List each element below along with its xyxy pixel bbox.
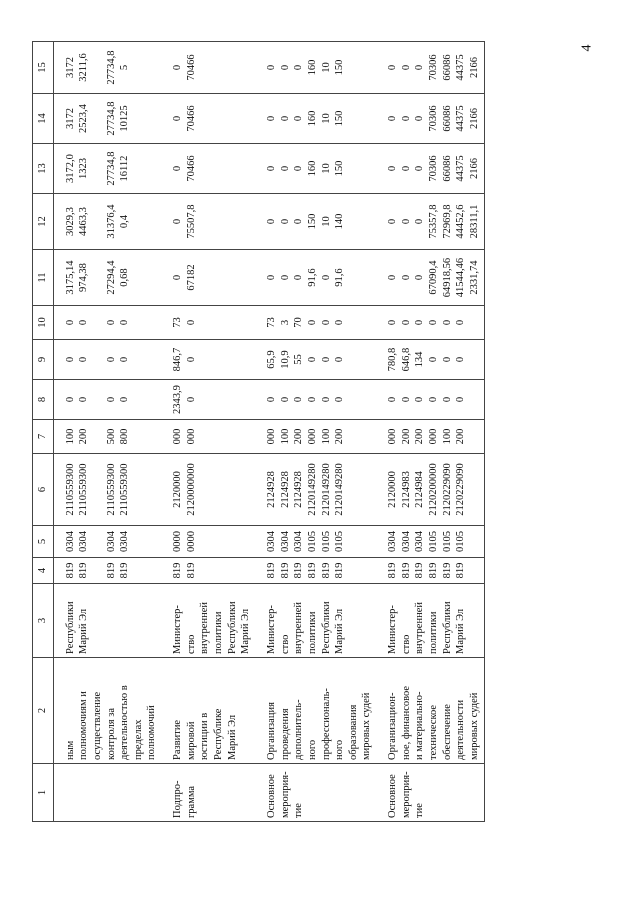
col-header-11: 11	[33, 250, 54, 306]
cell-val-13: 3172,0 1323 27734,8 16112	[53, 144, 161, 194]
cell-name: ным полномочиям и осуществление контроля за деятельностью в пределах полномочий	[53, 658, 161, 764]
cell-val-13: 0 0 0 70306 66086 44375 2166	[376, 144, 484, 194]
cell-csr: 2120000 2120000000	[161, 454, 255, 526]
cell-val-8: 0 0 0 0 0 0	[376, 380, 484, 420]
table-row	[376, 42, 484, 822]
cell-executor: Министер- ство внутренней политики Республики Марий Эл	[255, 584, 376, 658]
cell-grbs: 819 819	[161, 558, 255, 584]
cell-val-14: 3172 2523,4 27734,8 10125	[53, 94, 161, 144]
cell-val-10: 0 0 0 0	[53, 306, 161, 340]
cell-rzpr: 0000 0000	[161, 526, 255, 558]
col-header-8: 8	[33, 380, 54, 420]
cell-val-8: 0 0 0 0	[53, 380, 161, 420]
col-header-2: 2	[33, 658, 54, 764]
col-header-7: 7	[33, 420, 54, 454]
cell-val-15: 3172 3211,6 27734,8 5	[53, 42, 161, 94]
cell-val-9: 780,8 646,8 134 0 0 0	[376, 340, 484, 380]
col-header-9: 9	[33, 340, 54, 380]
cell-val-12: 0 75507,8	[161, 194, 255, 250]
cell-val-14: 0 70466	[161, 94, 255, 144]
cell-csr: 2124928 2124928 2124928 2120149280 2120149280 2120149280	[255, 454, 376, 526]
cell-val-11: 0 0 0 67090,4 64918,56 41544,46 2331,74	[376, 250, 484, 306]
table-row	[255, 42, 376, 822]
cell-val-15: 0 0 0 160 10 150	[255, 42, 376, 94]
cell-val-13: 0 0 0 160 10 150	[255, 144, 376, 194]
cell-val-12: 0 0 0 75357,8 72969,8 44452,6 28311,1	[376, 194, 484, 250]
cell-val-8: 2343,9 0	[161, 380, 255, 420]
cell-vr: 000 100 200 000 100 200	[255, 420, 376, 454]
cell-csr: 2110559300 2110559300 2110559300 2110559300	[53, 454, 161, 526]
col-header-6: 6	[33, 454, 54, 526]
cell-val-11: 3175,14 974,38 27294,4 0,68	[53, 250, 161, 306]
cell-grbs: 819 819 819 819	[53, 558, 161, 584]
cell-val-15: 0 0 0 70306 66086 44375 2166	[376, 42, 484, 94]
cell-name: Развитие мировой юстиции в Республике Марий Эл	[161, 658, 255, 764]
col-header-13: 13	[33, 144, 54, 194]
cell-type: Подпро- грамма	[161, 764, 255, 822]
cell-val-14: 0 0 0 70306 66086 44375 2166	[376, 94, 484, 144]
cell-val-9: 0 0 0 0	[53, 340, 161, 380]
col-header-5: 5	[33, 526, 54, 558]
cell-vr: 100 200 500 800	[53, 420, 161, 454]
cell-val-15: 0 70466	[161, 42, 255, 94]
cell-csr: 2120000 2124983 2124984 2120200000 2120229090 2120229090	[376, 454, 484, 526]
col-header-10: 10	[33, 306, 54, 340]
cell-val-10: 73 3 70 0 0 0	[255, 306, 376, 340]
header-row	[33, 42, 54, 822]
col-header-3: 3	[33, 584, 54, 658]
cell-vr: 000 200 200 000 100 200	[376, 420, 484, 454]
col-header-15: 15	[33, 42, 54, 94]
col-header-12: 12	[33, 194, 54, 250]
cell-val-11: 0 67182	[161, 250, 255, 306]
cell-name: Организация проведения дополнитель- ного профессиональ- ного образования мировых судей	[255, 658, 376, 764]
cell-val-9: 846,7 0	[161, 340, 255, 380]
cell-type: Основное мероприя- тие	[376, 764, 484, 822]
cell-executor: Министер- ство внутренней политики Республики Марий Эл	[161, 584, 255, 658]
col-header-14: 14	[33, 94, 54, 144]
col-header-4: 4	[33, 558, 54, 584]
cell-executor: Республики Марий Эл	[53, 584, 161, 658]
col-header-1: 1	[33, 764, 54, 822]
cell-val-12: 0 0 0 150 10 140	[255, 194, 376, 250]
cell-rzpr: 0304 0304 0304 0105 0105 0105	[255, 526, 376, 558]
cell-executor: Министер- ство внутренней политики Республики Марий Эл	[376, 584, 484, 658]
cell-rzpr: 0304 0304 0304 0304	[53, 526, 161, 558]
page-number: 4	[579, 44, 595, 52]
cell-val-9: 65,9 10,9 55 0 0 0	[255, 340, 376, 380]
cell-vr: 000 000	[161, 420, 255, 454]
table-row	[161, 42, 255, 822]
cell-grbs: 819 819 819 819 819 819	[376, 558, 484, 584]
cell-val-11: 0 0 0 91,6 0 91,6	[255, 250, 376, 306]
cell-val-13: 0 70466	[161, 144, 255, 194]
cell-val-8: 0 0 0 0 0 0	[255, 380, 376, 420]
cell-type: Основное мероприя- тие	[255, 764, 376, 822]
cell-val-12: 3029,3 4463,3 31376,4 0,4	[53, 194, 161, 250]
cell-name: Организацион- ное, финансовое и материально- техническое обеспечение деятельности мировых судей	[376, 658, 484, 764]
cell-rzpr: 0304 0304 0304 0105 0105 0105	[376, 526, 484, 558]
cell-type	[53, 764, 161, 822]
table-row	[53, 42, 161, 822]
cell-val-10: 0 0 0 0 0 0	[376, 306, 484, 340]
cell-val-14: 0 0 0 160 10 150	[255, 94, 376, 144]
cell-val-10: 73 0	[161, 306, 255, 340]
cell-grbs: 819 819 819 819 819 819	[255, 558, 376, 584]
budget-table	[32, 41, 485, 822]
